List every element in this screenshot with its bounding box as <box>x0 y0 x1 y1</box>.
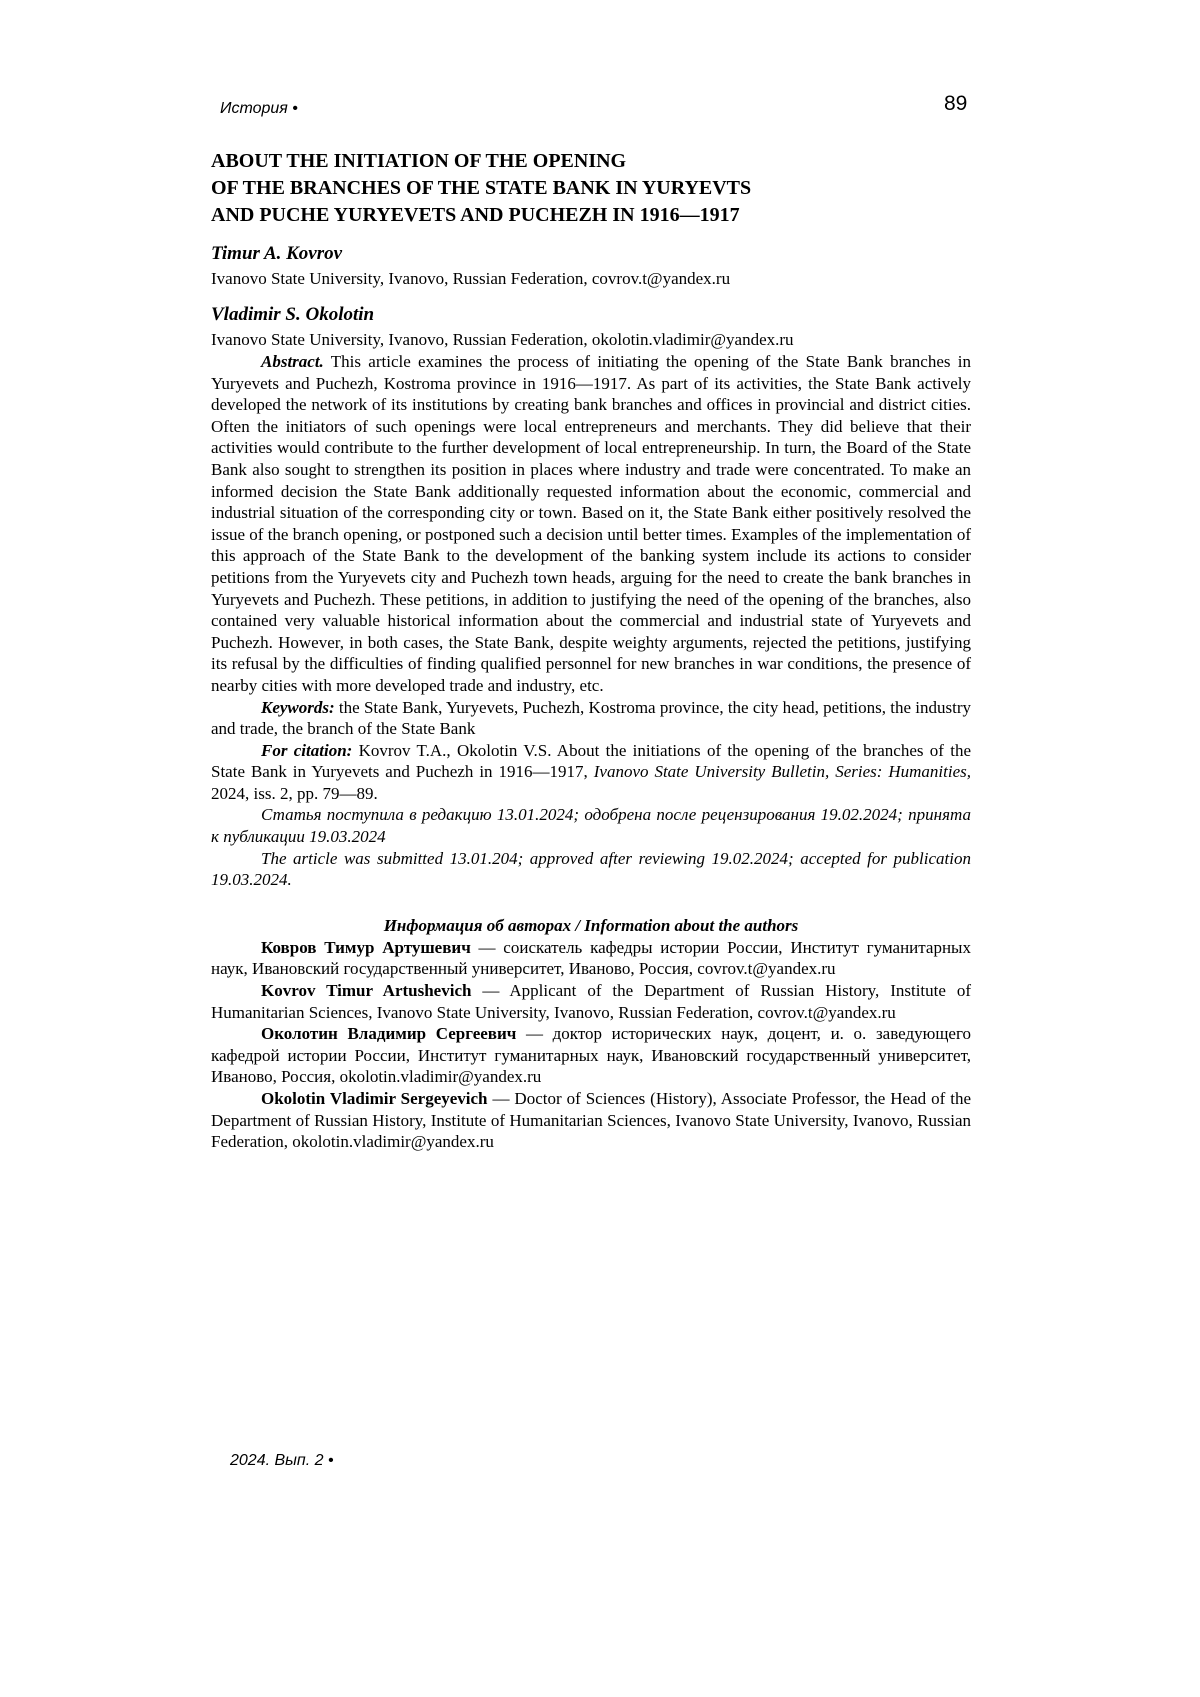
citation-text-after: 2024, iss. 2, pp. 79—89. <box>211 783 378 803</box>
author-name: Vladimir S. Okolotin <box>211 304 375 325</box>
author-name: Timur A. Kovrov <box>211 243 343 264</box>
abstract-paragraph <box>211 351 971 697</box>
citation-text: Kovrov T.A., Okolotin V.S. About the initiations of the opening of the branches of the State Bank in Yuryevets and Puchezh in 1916—1917, <box>211 740 971 782</box>
author-info-entry <box>211 1023 971 1088</box>
abstract-label: Abstract. <box>261 352 324 371</box>
citation-source: Ivanovo State University Bulletin, Series: Humanities, <box>593 762 971 782</box>
author-info-text: — Doctor of Sciences (History), Associate Professor, the Head of the Department of Russian History, Institute of Humanitarian Sciences, Ivanovo State University, Ivanovo, Russian Federation, okolotin.vladimir@yandex.ru <box>211 1089 971 1152</box>
citation-label: For citation: <box>261 740 353 760</box>
submission-dates-en: The article was submitted 13.01.204; approved after reviewing 19.02.2024; accepted for publication 19.03.2024. <box>211 848 971 890</box>
keywords-label: Keywords: <box>261 697 335 717</box>
keywords-paragraph <box>211 697 971 740</box>
citation-paragraph <box>211 740 971 805</box>
keywords-text: the State Bank, Yuryevets, Puchezh, Kostroma province, the city head, petitions, the industry and trade, the branch of the State Bank <box>211 697 971 739</box>
author-affiliation: Ivanovo State University, Ivanovo, Russian Federation, okolotin.vladimir@yandex.ru <box>211 330 794 349</box>
author-info-text: — доктор исторических наук, доцент, и. о. заведующего кафедрой истории России, Институт гуманитарных наук, Ивановский государственный университет, Иваново, Россия, okolotin.vladimir@yandex.ru <box>211 1024 971 1087</box>
author-info-entry <box>211 1088 971 1153</box>
article-title-line-2: OF THE BRANCHES OF THE STATE BANK IN YURYEVTS <box>211 177 752 199</box>
author-info-entry <box>211 937 971 980</box>
article-title-line-3: AND PUCHE YURYEVETS AND PUCHEZH IN 1916—1917 <box>211 204 740 226</box>
author-info-name: Kovrov Timur Artushevich <box>261 981 472 1001</box>
author-info-name: Ковров Тимур Артушевич <box>261 937 471 957</box>
running-head: История • <box>220 100 298 117</box>
abstract-text: This article examines the process of initiating the opening of the State Bank branches in Yuryevets and Puchezh, Kostroma province in 1916—1917. As part of its activities, the State Bank actively developed the network of its institutions by creating bank branches and offices in provincial and district cities. Often the initiators of such openings were local entrepreneurs and merchants. They did believe that their activities would contribute to the further development of local entrepreneurship. In turn, the Board of the State Bank also sought to strengthen its position in places where industry and trade were concentrated. To make an informed decision the State Bank additionally requested information about the economic, commercial and industrial situation of the corresponding city or town. Based on it, the State Bank either positively resolved the issue of the branch opening, or postponed such a decision until better times. Examples of the implementation of this approach of the State Bank to the development of the banking system include its actions to consider petitions from the Yuryevets city and Puchezh town heads, arguing for the need to create the bank branches in Yuryevets and Puchezh. These petitions, in addition to justifying the need of the opening of the branches, also contained very valuable historical information about the commercial and industrial state of Yuryevets and Puchezh. However, in both cases, the State Bank, despite weighty arguments, rejected the petitions, justifying its refusal by the difficulties of finding qualified personnel for new branches in war conditions, the presence of nearby cities with more developed trade and industry, etc. <box>211 352 971 695</box>
page-number: 89 <box>944 92 968 115</box>
author-info-text: — Applicant of the Department of Russian History, Institute of Humanitarian Sciences, Ivanovo State University, Ivanovo, Russian Federation, covrov.t@yandex.ru <box>211 981 971 1022</box>
author-affiliation: Ivanovo State University, Ivanovo, Russian Federation, covrov.t@yandex.ru <box>211 269 731 288</box>
article-title-line-1: ABOUT THE INITIATION OF THE OPENING <box>211 150 627 172</box>
author-info-name: Околотин Владимир Сергеевич <box>261 1024 517 1044</box>
article-body <box>211 148 971 1153</box>
author-info-text: — соискатель кафедры истории России, Институт гуманитарных наук, Ивановский государственный университет, Иваново, Россия, covrov.t@yandex.ru <box>211 937 971 979</box>
article-title <box>211 148 971 229</box>
submission-dates-ru: Статья поступила в редакцию 13.01.2024; одобрена после рецензирования 19.02.2024; принята к публикации 19.03.2024 <box>211 805 971 847</box>
author-info-name: Okolotin Vladimir Sergeyevich <box>261 1089 488 1108</box>
author-info-entry <box>211 980 971 1023</box>
authors-info-heading: Информация об авторах / Information about the authors <box>383 915 799 935</box>
page-footer: 2024. Вып. 2 • <box>230 1452 334 1469</box>
